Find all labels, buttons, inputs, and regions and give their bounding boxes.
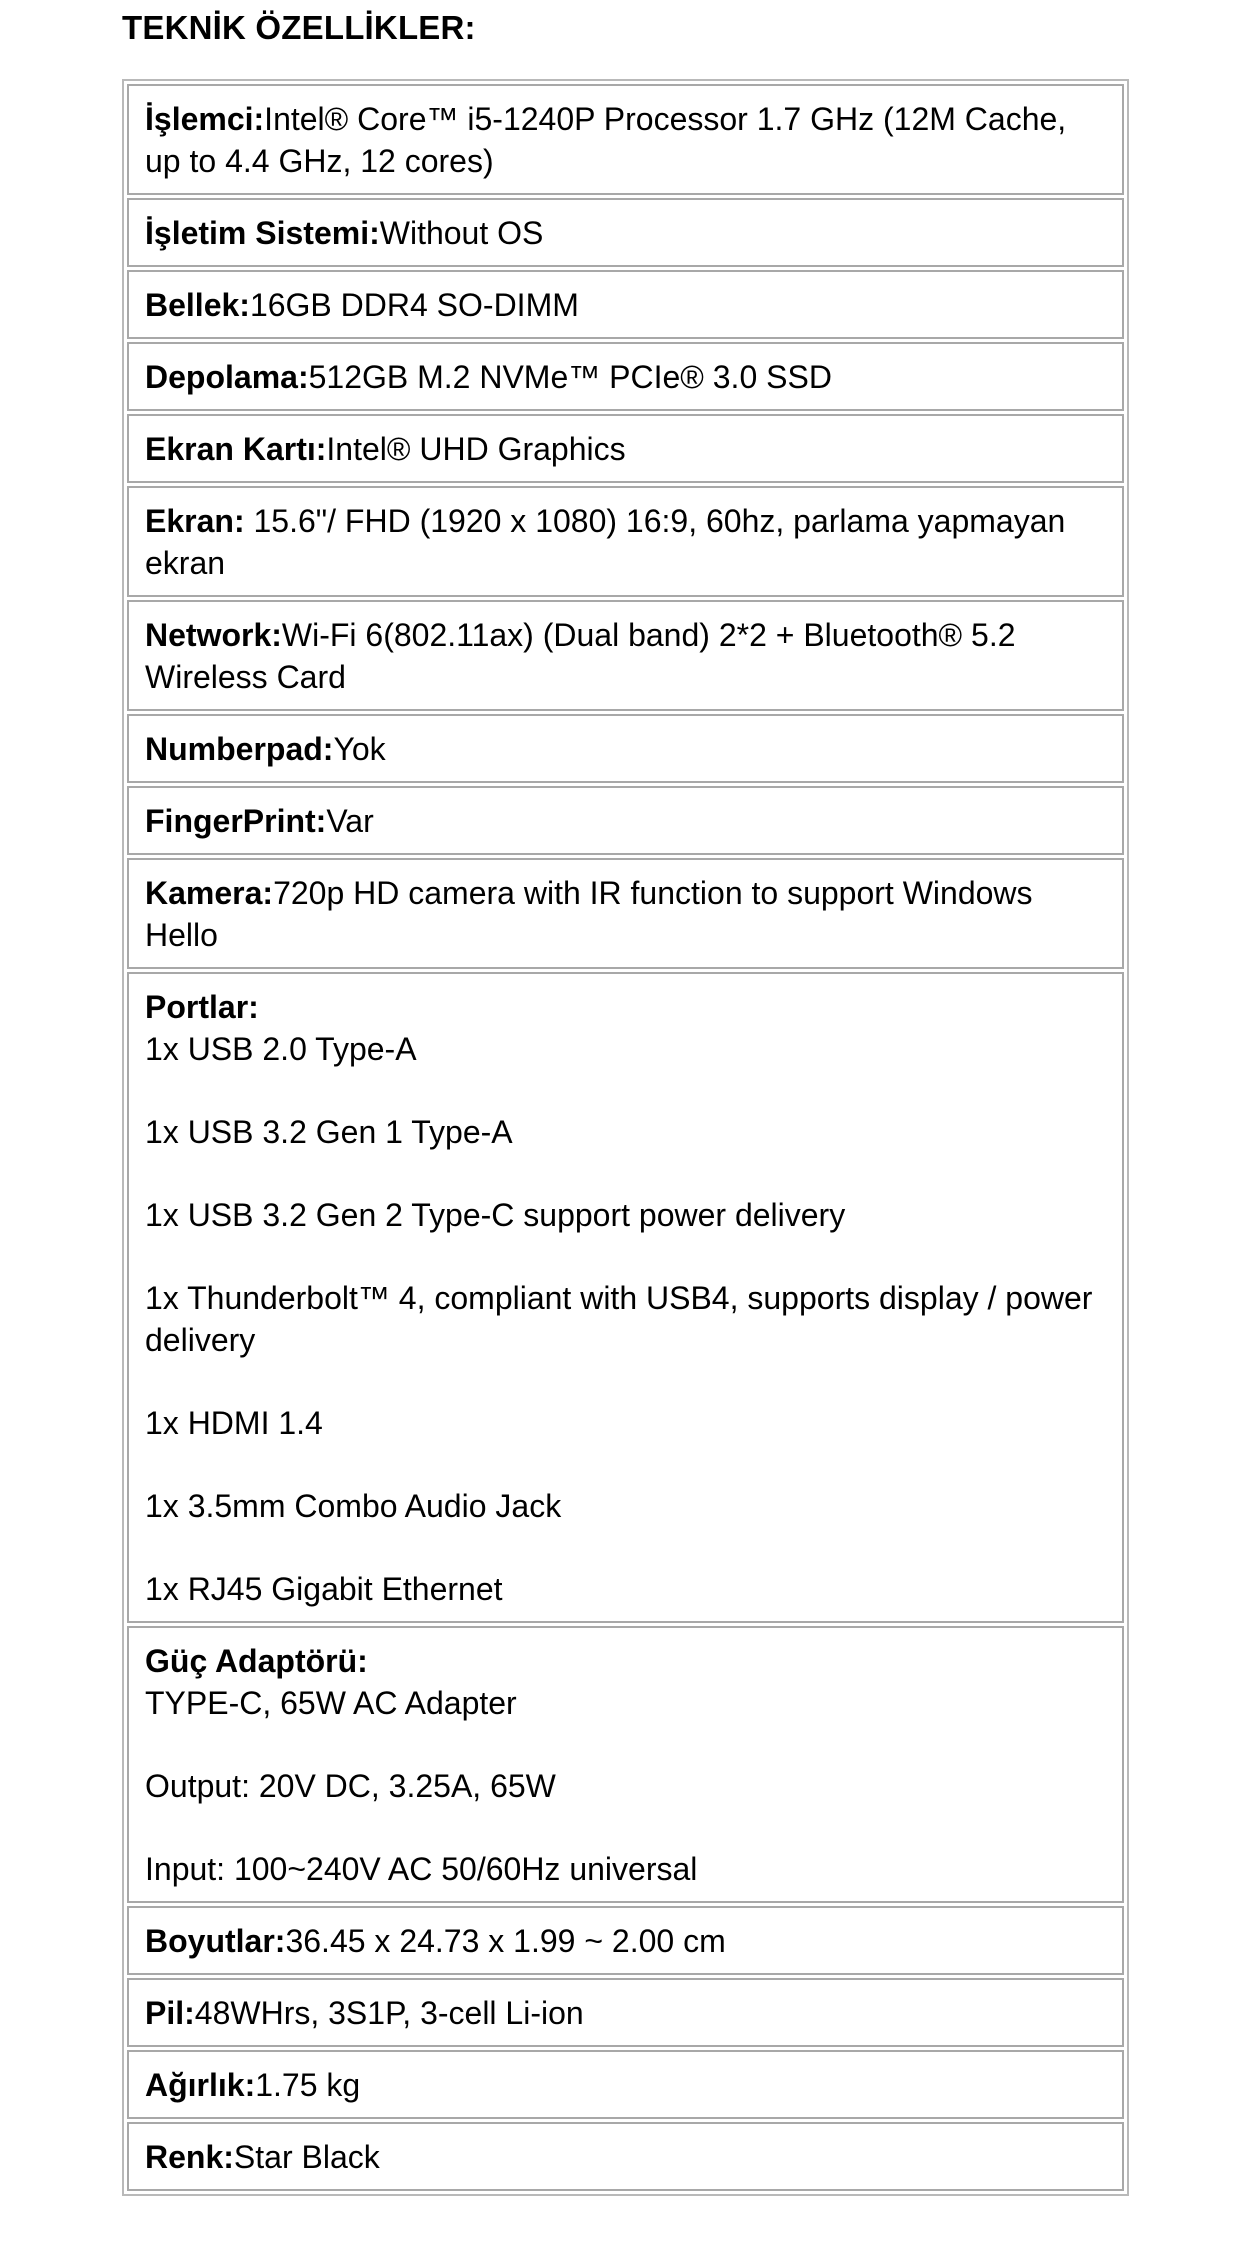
spec-cell (127, 2122, 1124, 2191)
spec-cell (127, 1906, 1124, 1975)
spec-row-portlar (127, 972, 1124, 1623)
spec-cell (127, 1978, 1124, 2047)
spec-label: İşlemci: (145, 101, 265, 137)
spec-row-depolama (127, 342, 1124, 411)
port-line: 1x RJ45 Gigabit Ethernet (145, 1571, 503, 1607)
adapter-line: TYPE-C, 65W AC Adapter (145, 1685, 517, 1721)
spec-label: Kamera: (145, 875, 274, 911)
spec-row-kamera (127, 858, 1124, 969)
spec-value: Without OS (379, 215, 544, 251)
adapter-line: Output: 20V DC, 3.25A, 65W (145, 1768, 556, 1804)
spec-label: Bellek: (145, 287, 250, 323)
spec-row-agirlik (127, 2050, 1124, 2119)
spec-cell (127, 2050, 1124, 2119)
spec-table (122, 79, 1129, 2196)
spec-label: Numberpad: (145, 731, 334, 767)
spec-row-renk (127, 2122, 1124, 2191)
spec-row-guc-adaptoru (127, 1626, 1124, 1903)
adapter-line: Input: 100~240V AC 50/60Hz universal (145, 1851, 698, 1887)
spec-value: Yok (333, 731, 386, 767)
spec-row-fingerprint (127, 786, 1124, 855)
spec-row-pil (127, 1978, 1124, 2047)
spec-cell (127, 270, 1124, 339)
port-line: 1x USB 2.0 Type-A (145, 1031, 417, 1067)
spec-value: Var (326, 803, 374, 839)
spec-row-network (127, 600, 1124, 711)
spec-value: 36.45 x 24.73 x 1.99 ~ 2.00 cm (285, 1923, 726, 1959)
spec-value: Wi-Fi 6(802.11ax) (Dual band) 2*2 + Bluetooth® 5.2 Wireless Card (145, 617, 1016, 695)
spec-row-ekran-karti (127, 414, 1124, 483)
port-line: 1x 3.5mm Combo Audio Jack (145, 1488, 562, 1524)
spec-value: 48WHrs, 3S1P, 3-cell Li-ion (194, 1995, 584, 2031)
spec-value: 720p HD camera with IR function to support Windows Hello (145, 875, 1033, 953)
page-title: TEKNİK ÖZELLİKLER: (122, 9, 476, 46)
spec-row-boyutlar (127, 1906, 1124, 1975)
spec-label: Depolama: (145, 359, 309, 395)
spec-label: Boyutlar: (145, 1923, 286, 1959)
spec-cell (127, 486, 1124, 597)
spec-cell (127, 84, 1124, 195)
spec-row-ekran (127, 486, 1124, 597)
spec-cell (127, 858, 1124, 969)
port-line: 1x USB 3.2 Gen 1 Type-A (145, 1114, 513, 1150)
spec-value: 512GB M.2 NVMe™ PCIe® 3.0 SSD (308, 359, 832, 395)
spec-value: Intel® UHD Graphics (326, 431, 626, 467)
spec-cell (127, 342, 1124, 411)
spec-value: Intel® Core™ i5-1240P Processor 1.7 GHz (12M Cache, up to 4.4 GHz, 12 cores) (145, 101, 1067, 179)
spec-label: Pil: (145, 1995, 195, 2031)
spec-value-list (145, 1028, 1108, 1610)
spec-label: Ekran: (145, 503, 245, 539)
spec-label: Güç Adaptörü: (145, 1643, 368, 1679)
spec-row-islemci (127, 84, 1124, 195)
spec-label: Portlar: (145, 989, 259, 1025)
spec-label: İşletim Sistemi: (145, 215, 380, 251)
port-line: 1x Thunderbolt™ 4, compliant with USB4, supports display / power delivery (145, 1280, 1093, 1358)
spec-value: 1.75 kg (255, 2067, 361, 2103)
spec-value-list (145, 1682, 1108, 1890)
spec-label: FingerPrint: (145, 803, 327, 839)
port-line: 1x USB 3.2 Gen 2 Type-C support power delivery (145, 1197, 846, 1233)
spec-row-isletim-sistemi (127, 198, 1124, 267)
spec-row-numberpad (127, 714, 1124, 783)
spec-cell (127, 414, 1124, 483)
spec-row-bellek (127, 270, 1124, 339)
spec-cell (127, 600, 1124, 711)
spec-cell (127, 786, 1124, 855)
spec-label: Renk: (145, 2139, 234, 2175)
spec-cell (127, 714, 1124, 783)
spec-value: Star Black (233, 2139, 380, 2175)
spec-cell (127, 1626, 1124, 1903)
port-line: 1x HDMI 1.4 (145, 1405, 323, 1441)
spec-label: Ağırlık: (145, 2067, 256, 2103)
spec-cell (127, 198, 1124, 267)
spec-label: Ekran Kartı: (145, 431, 327, 467)
spec-value: 15.6"/ FHD (1920 x 1080) 16:9, 60hz, parlama yapmayan ekran (145, 503, 1066, 581)
spec-cell (127, 972, 1124, 1623)
spec-label: Network: (145, 617, 282, 653)
spec-value: 16GB DDR4 SO-DIMM (249, 287, 579, 323)
